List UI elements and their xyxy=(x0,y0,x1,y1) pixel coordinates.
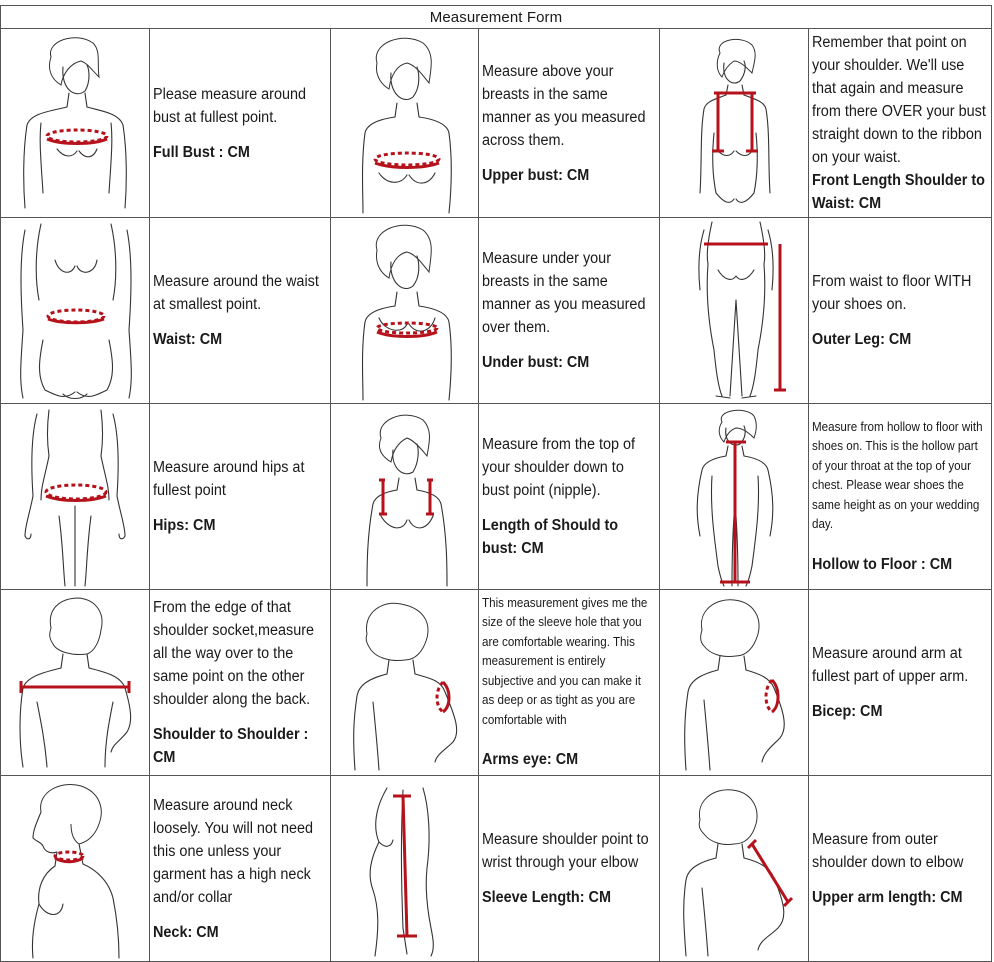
shoulder-to-bust-figure-icon xyxy=(330,404,479,590)
outer-leg-figure-icon xyxy=(660,218,809,404)
shoulder-to-shoulder-cell xyxy=(149,590,330,776)
hollow-to-floor-description: Measure from hollow to floor with shoes on. This is the hollow part of your throat at the top of your chest. Please wear shoes the same height as on your wedding day. xyxy=(811,419,983,531)
hollow-to-floor-cell xyxy=(808,404,991,590)
hollow-to-floor-label: Hollow to Floor : CM xyxy=(811,555,953,573)
neck-description: Measure around neck loosely. You will not need this one unless your garment has a high neck and/or collar xyxy=(152,796,313,906)
under-bust-figure-icon xyxy=(330,218,479,404)
waist-cell xyxy=(149,218,330,404)
outer-leg-label: Outer Leg: CM xyxy=(811,331,912,348)
outer-leg-cell xyxy=(808,218,991,404)
sleeve-length-description: Measure shoulder point to wrist through your elbow xyxy=(482,831,650,871)
upper-arm-length-figure-icon xyxy=(660,776,809,962)
upper-bust-label: Upper bust: CM xyxy=(482,166,590,184)
front-length-figure-icon xyxy=(660,29,809,218)
shoulder-to-bust-description: Measure from the top of your shoulder down to bust point (nipple). xyxy=(482,436,636,499)
table-row xyxy=(1,29,992,218)
front-length-label: Front Length Shoulder to Waist: CM xyxy=(811,172,985,212)
under-bust-label: Under bust: CM xyxy=(482,354,590,371)
bicep-label: Bicep: CM xyxy=(811,703,883,720)
full-bust-description: Please measure around bust at fullest point. xyxy=(152,85,306,126)
sleeve-length-figure-icon xyxy=(330,776,479,962)
arms-eye-description: This measurement gives me the size of the sleeve hole that you are comfortable wearing. This measurement is entirely subjective and you can make it as deep or as tight as you are comfortable with xyxy=(482,595,648,727)
arms-eye-figure-icon xyxy=(330,590,479,776)
table-row xyxy=(1,776,992,962)
bicep-cell xyxy=(808,590,991,776)
upper-arm-length-description: Measure from outer shoulder down to elbow xyxy=(811,831,964,871)
waist-description: Measure around the waist at smallest point. xyxy=(152,273,319,313)
table-row xyxy=(1,590,992,776)
shoulder-to-bust-cell xyxy=(479,404,660,590)
shoulder-to-shoulder-figure-icon xyxy=(1,590,150,776)
front-length-description: Remember that point on your shoulder. We'll use that again and measure from there OVER your bust straight down to the ribbon on your waist. xyxy=(811,34,986,166)
upper-bust-description: Measure above your breasts in the same manner as you measured across them. xyxy=(482,62,646,149)
arms-eye-label: Arms eye: CM xyxy=(482,751,579,769)
under-bust-cell xyxy=(479,218,660,404)
waist-label: Waist: CM xyxy=(152,331,222,348)
full-bust-figure-icon xyxy=(1,29,150,218)
form-title: Measurement Form xyxy=(1,6,992,29)
upper-arm-length-label: Upper arm length: CM xyxy=(811,889,963,906)
bicep-description: Measure around arm at fullest part of upper arm. xyxy=(811,645,969,685)
hips-cell xyxy=(149,404,330,590)
waist-figure-icon xyxy=(1,218,150,404)
table-row xyxy=(1,218,992,404)
measurement-form-table xyxy=(0,5,992,962)
neck-label: Neck: CM xyxy=(152,923,219,941)
neck-figure-icon xyxy=(1,776,150,962)
shoulder-to-shoulder-label: Shoulder to Shoulder : CM xyxy=(152,726,309,766)
full-bust-cell xyxy=(149,29,330,218)
sleeve-length-label: Sleeve Length: CM xyxy=(482,889,612,906)
table-row xyxy=(1,404,992,590)
upper-bust-figure-icon xyxy=(330,29,479,218)
under-bust-description: Measure under your breasts in the same manner as you measured over them. xyxy=(482,250,646,336)
hips-label: Hips: CM xyxy=(152,517,216,534)
hollow-to-floor-figure-icon xyxy=(660,404,809,590)
full-bust-label: Full Bust : CM xyxy=(152,143,250,161)
hips-figure-icon xyxy=(1,404,150,590)
front-length-cell xyxy=(808,29,991,218)
bicep-figure-icon xyxy=(660,590,809,776)
outer-leg-description: From waist to floor WITH your shoes on. xyxy=(811,273,972,313)
sleeve-length-cell xyxy=(479,776,660,962)
shoulder-to-bust-label: Length of Should to bust: CM xyxy=(482,517,619,557)
neck-cell xyxy=(149,776,330,962)
upper-bust-cell xyxy=(479,29,660,218)
upper-arm-length-cell xyxy=(808,776,991,962)
shoulder-to-shoulder-description: From the edge of that shoulder socket,measure all the way over to the same point on the other shoulder along the back. xyxy=(152,599,314,708)
arms-eye-cell xyxy=(479,590,660,776)
hips-description: Measure around hips at fullest point xyxy=(152,459,305,499)
